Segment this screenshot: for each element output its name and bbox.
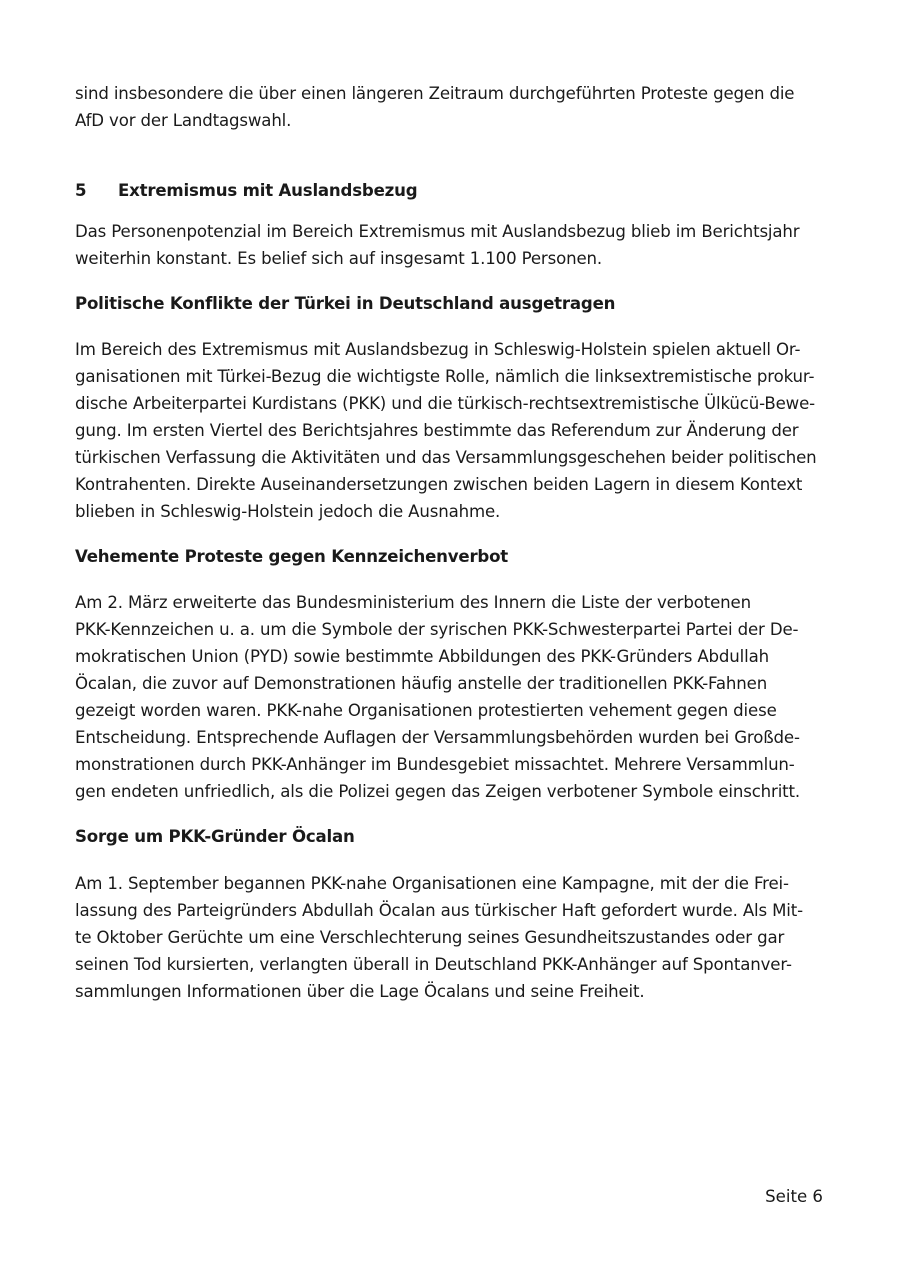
subsection-heading-turkey-conflicts: Politische Konflikte der Türkei in Deutschland ausgetragen xyxy=(75,294,616,313)
section-paragraph xyxy=(75,218,799,272)
text-line: sammlungen Informationen über die Lage Öcalans und seine Freiheit. xyxy=(75,982,645,1001)
text-line: türkischen Verfassung die Aktivitäten und das Versammlungsgeschehen beider politischen xyxy=(75,448,817,467)
text-line: Entscheidung. Entsprechende Auflagen der Versammlungsbehörden wurden bei Großde- xyxy=(75,728,800,747)
subsection-paragraph-ocalan-concern xyxy=(75,870,803,1005)
text-line: monstrationen durch PKK-Anhänger im Bundesgebiet missachtet. Mehrere Versammlun- xyxy=(75,755,795,774)
text-line: Am 2. März erweiterte das Bundesministerium des Innern die Liste der verbotenen xyxy=(75,593,751,612)
subsection-paragraph-turkey-conflicts xyxy=(75,336,817,525)
text-line: Öcalan, die zuvor auf Demonstrationen häufig anstelle der traditionellen PKK-Fahnen xyxy=(75,674,768,693)
text-line: Das Personenpotenzial im Bereich Extremismus mit Auslandsbezug blieb im Berichtsjahr xyxy=(75,222,800,241)
section-number: 5 xyxy=(75,181,87,200)
page-number: Seite 6 xyxy=(765,1187,823,1206)
text-line: PKK-Kennzeichen u. a. um die Symbole der syrischen PKK-Schwesterpartei Partei der De- xyxy=(75,620,799,639)
text-line: ganisationen mit Türkei-Bezug die wichtigste Rolle, nämlich die linksextremistische prokur- xyxy=(75,367,815,386)
text-line: te Oktober Gerüchte um eine Verschlechterung seines Gesundheitszustandes oder gar xyxy=(75,928,785,947)
section-heading xyxy=(75,177,417,204)
text-line: Im Bereich des Extremismus mit Auslandsbezug in Schleswig-Holstein spielen aktuell Or- xyxy=(75,340,801,359)
text-line: mokratischen Union (PYD) sowie bestimmte Abbildungen des PKK-Gründers Abdullah xyxy=(75,647,769,666)
text-line: sind insbesondere die über einen längeren Zeitraum durchgeführten Proteste gegen die xyxy=(75,84,795,103)
text-line: seinen Tod kursierten, verlangten überall in Deutschland PKK-Anhänger auf Spontanver- xyxy=(75,955,792,974)
text-line: Kontrahenten. Direkte Auseinandersetzungen zwischen beiden Lagern in diesem Kontext xyxy=(75,475,803,494)
text-line: gen endeten unfriedlich, als die Polizei gegen das Zeigen verbotener Symbole einschritt. xyxy=(75,782,801,801)
text-line: blieben in Schleswig-Holstein jedoch die Ausnahme. xyxy=(75,502,501,521)
text-line: lassung des Parteigründers Abdullah Öcalan aus türkischer Haft gefordert wurde. Als Mit- xyxy=(75,901,803,920)
text-line: AfD vor der Landtagswahl. xyxy=(75,111,292,130)
subsection-paragraph-symbol-ban-protests xyxy=(75,589,800,805)
text-line: Am 1. September begannen PKK-nahe Organisationen eine Kampagne, mit der die Frei- xyxy=(75,874,789,893)
section-title: Extremismus mit Auslandsbezug xyxy=(118,181,418,200)
text-line: gung. Im ersten Viertel des Berichtsjahres bestimmte das Referendum zur Änderung der xyxy=(75,421,799,440)
intro-paragraph xyxy=(75,80,794,134)
text-line: weiterhin konstant. Es belief sich auf insgesamt 1.100 Personen. xyxy=(75,249,603,268)
text-line: gezeigt worden waren. PKK-nahe Organisationen protestierten vehement gegen diese xyxy=(75,701,777,720)
subsection-heading-ocalan-concern: Sorge um PKK-Gründer Öcalan xyxy=(75,827,355,846)
text-line: dische Arbeiterpartei Kurdistans (PKK) und die türkisch-rechtsextremistische Ülkücü-Bewe- xyxy=(75,394,815,413)
subsection-heading-symbol-ban-protests: Vehemente Proteste gegen Kennzeichenverbot xyxy=(75,547,509,566)
